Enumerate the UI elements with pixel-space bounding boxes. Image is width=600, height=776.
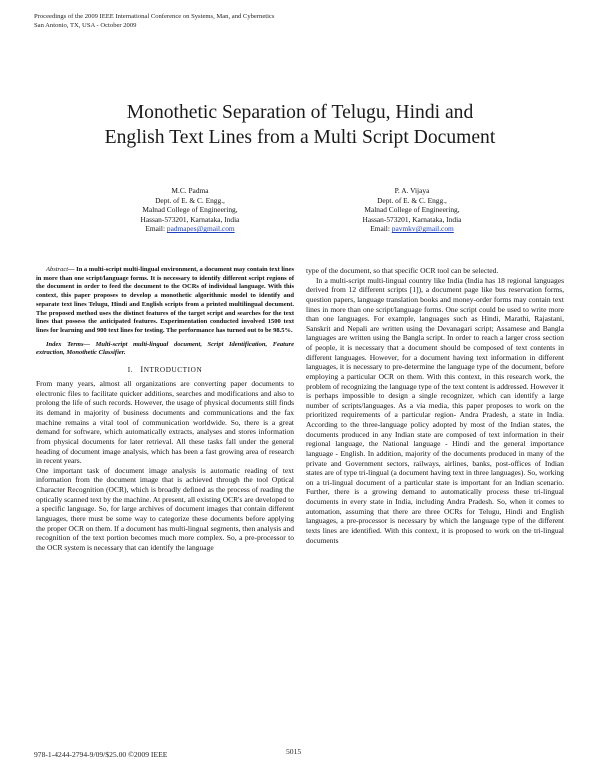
body-paragraph: From many years, almost all organizations are converting paper documents to electronic files to facilitate quicker additions, searches and modifications and also to prolong the life of such records. However, the usage of physical documents still finds its demand in majority of business documents and communications and the fax machine remains a vital tool of communication worldwide. So, there is a great demand for software, which automatically extracts, analyses and stores information from physical documents for later retrieval. All these tasks fall under the general heading of document image analysis, which has been a fast growing area of research in recent years.	[36, 379, 294, 466]
author-email-link[interactable]: padmapes@gmail.com	[166, 224, 235, 234]
author-email-row	[312, 224, 512, 234]
proceedings-header	[34, 13, 274, 30]
paper-title	[40, 100, 560, 150]
title-line-1: Monothetic Separation of Telugu, Hindi and	[126, 102, 474, 123]
index-terms-label: Index Terms	[46, 340, 84, 348]
body-paragraph: In a multi-script multi-lingual country like India (India has 18 regional languages derived from 12 different scripts [1]), a document page like bus reservation forms, question papers, language translation books and money-order forms may contain text lines in more than one script/language forms. One script could be used to write more than one languages. For example, languages such as Hindi, Marathi, Rajastani, Sanskrit and Nepali are written using the Devanagari script; Assamese and Bangla languages are written using the Bangla script. In order to reach a larger cross section of people, it is necessary that a document should be composed of text contents in different languages. However, for a document having text information in different languages, it is necessary to pre-determine the language type of the document, before employing a particular OCR on them. With this context, in this research work, the problem of recognizing the language type of the text content is addressed. However it is perhaps impossible to design a single recognizer, which can identify a large number of scripts/languages. As a via media, this paper proposes to work on the prioritized requirements of a particular region- Andra Pradesh, a state in India. According to the three-language policy adopted by most of the Indian states, the documents produced in any Indian state are composed of text information in their regional language, the National language - Hindi and the general importance language - English. In addition, majority of the documents produced in many of the private and Government sectors, railways, airlines, banks, post-offices of Indian states are of type tri-lingual (a document having text in three languages). So, working on a tri-lingual document of a particular state is important for an Indian scenario. Further, there is a growing demand to automatically process these tri-lingual documents in every state in India, including Andra Pradesh. So, when it comes to automation, assuming that there are three OCRs for Telugu, Hindi and English languages, a pre-processor is necessary by which the language type of the different texts lines are identified. With this context, it is proposed to work on the tri-lingual documents	[306, 275, 564, 545]
author-block-1	[90, 186, 290, 234]
author-address: Hassan-573201, Karnataka, India	[140, 214, 240, 224]
section-title-rest: NTRODUCTION	[143, 366, 203, 375]
author-name: P. A. Vijaya	[394, 186, 430, 195]
index-terms	[36, 341, 294, 358]
introduction-body	[36, 379, 294, 552]
section-number: I.	[127, 366, 134, 375]
abstract	[36, 266, 294, 336]
author-dept: Dept. of E. & C. Engg.,	[377, 195, 447, 205]
email-label: Email:	[145, 224, 167, 234]
abstract-label: Abstract	[46, 266, 69, 273]
proceedings-line-2: San Antonio, TX, USA - October 2009	[34, 21, 137, 29]
abstract-paragraph	[36, 266, 294, 336]
section-title-cap: I	[140, 365, 144, 375]
author-college: Malnad College of Engineering,	[142, 205, 238, 215]
section-heading-introduction	[36, 365, 294, 375]
body-paragraph: One important task of document image analysis is automatic reading of text information from the document image that is achieved through the tool Optical Character Recognition (OCR), which is broadly defined as the process of reading the optically scanned text by the machine. At present, all existing OCR's are developed to a specific language. So, for large archives of document images that contain different languages, there must be some way to categorize these documents before applying the proper OCR on them. If a document has multi-lingual segments, then analysis and recognition of the text portion becomes much more complex. So, a pre-processor to the OCR system is necessary that can identify the language	[36, 465, 294, 552]
author-email-link[interactable]: pavmkv@gmail.com	[391, 224, 454, 234]
author-name: M.C. Padma	[171, 186, 209, 195]
author-college: Malnad College of Engineering,	[364, 205, 460, 215]
proceedings-line-1: Proceedings of the 2009 IEEE International Conference on Systems, Man, and Cybernetics	[34, 13, 275, 20]
author-email-row	[90, 224, 290, 234]
body-paragraph: type of the document, so that specific OCR tool can be selected.	[306, 266, 499, 275]
email-label: Email:	[370, 224, 392, 234]
title-line-2: English Text Lines from a Multi Script Document	[104, 127, 496, 148]
right-column-body	[306, 266, 564, 545]
abstract-text: — In a multi-script multi-lingual environment, a document may contain text lines in more than one script/language forms. It is necessary to identify different script regions of the document in order to feed the document to the OCRs of individual language. With this context, this paper proposes to develop a monothetic algorithmic model to identify and separate text lines Telugu, Hindi and English scripts from a printed multilingual document. The proposed method uses the distinct features of the target script and searches for the text lines that possess the anticipated features. Experimentation conducted involved 1500 text lines for learning and 900 text lines for testing. The performance has turned out to be 98.5%.	[36, 266, 294, 335]
left-column	[36, 266, 294, 552]
right-column	[306, 266, 564, 545]
author-dept: Dept. of E. & C. Engg.,	[155, 195, 225, 205]
page-number: 5015	[286, 747, 302, 756]
isbn-footer: 978-1-4244-2794-9/09/$25.00 ©2009 IEEE	[34, 750, 168, 759]
author-address: Hassan-573201, Karnataka, India	[362, 214, 462, 224]
index-terms-text: — Multi-script multi-lingual document, Script Identification, Feature extraction, Monothetic Classifier.	[36, 340, 295, 357]
author-block-2	[312, 186, 512, 234]
